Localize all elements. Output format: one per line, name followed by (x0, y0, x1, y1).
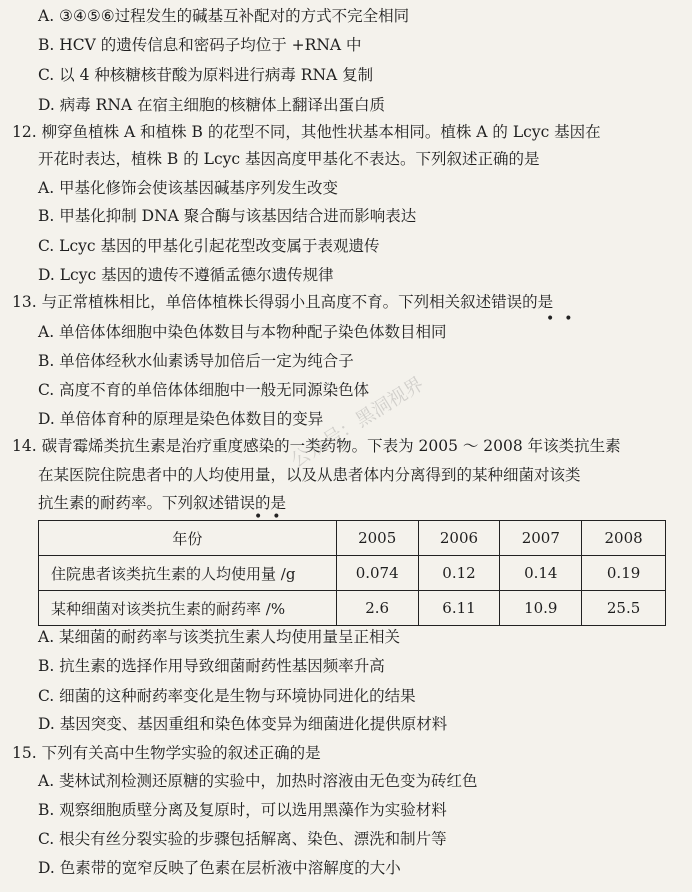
table-header-cell: 2008 (582, 521, 666, 556)
q12-option-c: C. Lcyc 基因的甲基化引起花型改变属于表观遗传 (38, 237, 380, 255)
q14-stem-line-2: 在某医院住院患者中的人均使用量，以及从患者体内分离得到的某种细菌对该类 (38, 466, 581, 484)
table-row (39, 556, 666, 591)
table-cell: 6.11 (418, 591, 500, 626)
q15-option-a: A. 斐林试剂检测还原糖的实验中，加热时溶液由无色变为砖红色 (38, 772, 478, 790)
table-cell: 0.19 (582, 556, 666, 591)
q13-option-b: B. 单倍体经秋水仙素诱导加倍后一定为纯合子 (38, 352, 354, 370)
q12-option-a: A. 甲基化修饰会使该基因碱基序列发生改变 (38, 179, 339, 197)
q13-option-d: D. 单倍体育种的原理是染色体数目的变异 (38, 410, 324, 428)
q14-option-b: B. 抗生素的选择作用导致细菌耐药性基因频率升高 (38, 657, 385, 675)
table-row-label: 住院患者该类抗生素的人均使用量 /g (39, 556, 337, 591)
q12-stem-line-1: 12. 柳穿鱼植株 A 和植株 B 的花型不同，其他性状基本相同。植株 A 的 Lcyc 基因在 (12, 123, 601, 141)
q13-option-a: A. 单倍体体细胞中染色体数目与本物种配子染色体数目相同 (38, 323, 447, 341)
q13-emphasis-dots: •• (546, 311, 583, 327)
q14-stem-line-1: 14. 碳青霉烯类抗生素是治疗重度感染的一类药物。下表为 2005 ～ 2008 年该类抗生素 (12, 437, 621, 455)
q14-option-a: A. 某细菌的耐药率与该类抗生素人均使用量呈正相关 (38, 628, 401, 646)
table-cell: 0.12 (418, 556, 500, 591)
table-row (39, 591, 666, 626)
table-cell: 2.6 (336, 591, 418, 626)
table-header-cell: 2005 (336, 521, 418, 556)
q15-option-b: B. 观察细胞质壁分离及复原时，可以选用黑藻作为实验材料 (38, 801, 447, 819)
q15-option-d: D. 色素带的宽窄反映了色素在层析液中溶解度的大小 (38, 859, 401, 877)
q11-option-d: D. 病毒 RNA 在宿主细胞的核糖体上翻译出蛋白质 (38, 96, 386, 114)
q12-option-b: B. 甲基化抑制 DNA 聚合酶与该基因结合进而影响表达 (38, 207, 417, 225)
table-cell: 0.074 (336, 556, 418, 591)
watermark: 公众号：黑洞视界 (287, 372, 428, 473)
q14-option-d: D. 基因突变、基因重组和染色体变异为细菌进化提供原材料 (38, 715, 448, 733)
table-cell: 10.9 (500, 591, 582, 626)
q15-stem-line-1: 15. 下列有关高中生物学实验的叙述正确的是 (12, 744, 321, 762)
table-row-label: 某种细菌对该类抗生素的耐药率 /% (39, 591, 337, 626)
q12-stem-line-2: 开花时表达，植株 B 的 Lcyc 基因高度甲基化不表达。下列叙述正确的是 (38, 150, 540, 168)
q11-option-a: A. ③④⑤⑥过程发生的碱基互补配对的方式不完全相同 (38, 7, 410, 25)
q15-option-c: C. 根尖有丝分裂实验的步骤包括解离、染色、漂洗和制片等 (38, 830, 447, 848)
q13-option-c: C. 高度不育的单倍体体细胞中一般无同源染色体 (38, 381, 370, 399)
q13-stem-line-1: 13. 与正常植株相比，单倍体植株长得弱小且高度不育。下列相关叙述错误的是 (12, 293, 554, 311)
q12-option-d: D. Lcyc 基因的遗传不遵循孟德尔遗传规律 (38, 266, 334, 284)
table-cell: 25.5 (582, 591, 666, 626)
table-header-cell: 年份 (39, 521, 337, 556)
q14-stem-line-3: 抗生素的耐药率。下列叙述错误的是 (38, 494, 287, 512)
q11-option-b: B. HCV 的遗传信息和密码子均位于 +RNA 中 (38, 36, 362, 54)
q14-emphasis-dots: •• (254, 509, 291, 525)
table-header-cell: 2007 (500, 521, 582, 556)
q11-option-c: C. 以 4 种核糖核苷酸为原料进行病毒 RNA 复制 (38, 66, 374, 84)
q14-data-table (38, 520, 666, 626)
table-header-cell: 2006 (418, 521, 500, 556)
table-header-row (39, 521, 666, 556)
table-cell: 0.14 (500, 556, 582, 591)
q14-option-c: C. 细菌的这种耐药率变化是生物与环境协同进化的结果 (38, 687, 416, 705)
